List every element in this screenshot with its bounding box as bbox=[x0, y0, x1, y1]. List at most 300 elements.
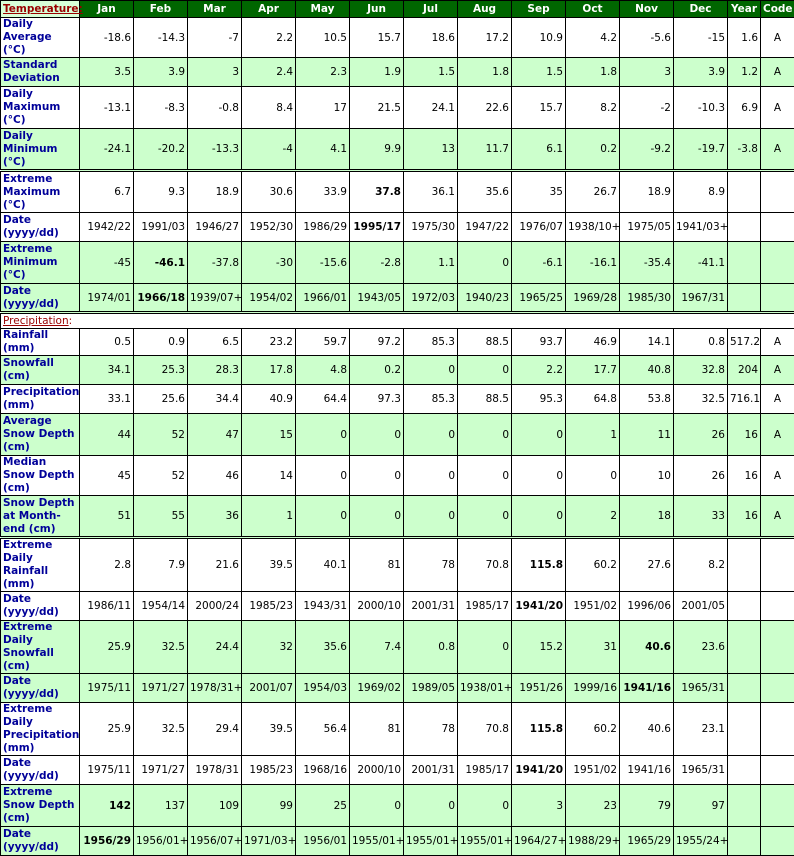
table-row bbox=[1, 756, 794, 785]
table-cell: 0 bbox=[458, 621, 512, 674]
table-cell: 26 bbox=[674, 456, 728, 496]
code-cell bbox=[761, 674, 794, 703]
table-cell: 0 bbox=[350, 496, 404, 538]
code-header: Code bbox=[761, 1, 794, 18]
table-cell: 0.8 bbox=[674, 329, 728, 356]
code-cell bbox=[761, 703, 794, 756]
table-cell: 1975/30 bbox=[404, 213, 458, 242]
table-cell: 1995/17 bbox=[350, 213, 404, 242]
year-cell: 517.2 bbox=[728, 329, 761, 356]
code-cell bbox=[761, 284, 794, 313]
row-label: Precipitation (mm) bbox=[1, 385, 80, 414]
row-label: Extreme Maximum (°C) bbox=[1, 171, 80, 213]
precipitation-heading bbox=[1, 313, 794, 329]
precipitation-section-row bbox=[1, 313, 794, 329]
table-cell: 21.6 bbox=[188, 538, 242, 592]
table-cell: -37.8 bbox=[188, 242, 242, 284]
row-label: Date (yyyy/dd) bbox=[1, 284, 80, 313]
table-cell: -41.1 bbox=[674, 242, 728, 284]
table-cell: -15 bbox=[674, 18, 728, 58]
table-cell: 35.6 bbox=[458, 171, 512, 213]
table-cell: 2001/31 bbox=[404, 592, 458, 621]
table-cell: 24.4 bbox=[188, 621, 242, 674]
table-cell: -18.6 bbox=[80, 18, 134, 58]
table-cell: 35.6 bbox=[296, 621, 350, 674]
table-cell: 1976/07 bbox=[512, 213, 566, 242]
table-cell: 1940/23 bbox=[458, 284, 512, 313]
table-cell: 2.8 bbox=[80, 538, 134, 592]
table-cell: -2 bbox=[620, 87, 674, 129]
table-cell: 1971/27 bbox=[134, 674, 188, 703]
table-cell: 32.5 bbox=[134, 703, 188, 756]
table-cell: 37.8 bbox=[350, 171, 404, 213]
temperature-section-label: Temperature: bbox=[1, 1, 80, 18]
table-cell: 21.5 bbox=[350, 87, 404, 129]
table-cell: 1943/05 bbox=[350, 284, 404, 313]
table-cell: -30 bbox=[242, 242, 296, 284]
table-cell: 10.9 bbox=[512, 18, 566, 58]
table-cell: 1972/03 bbox=[404, 284, 458, 313]
table-cell: 59.7 bbox=[296, 329, 350, 356]
table-cell: 0 bbox=[512, 496, 566, 538]
table-row bbox=[1, 242, 794, 284]
table-cell: 31 bbox=[566, 621, 620, 674]
table-cell: -8.3 bbox=[134, 87, 188, 129]
year-cell bbox=[728, 284, 761, 313]
table-cell: 1941/16 bbox=[620, 756, 674, 785]
table-cell: 23.1 bbox=[674, 703, 728, 756]
table-row bbox=[1, 827, 794, 856]
table-cell: 32.8 bbox=[674, 356, 728, 385]
table-cell: 25.9 bbox=[80, 621, 134, 674]
table-cell: 2 bbox=[566, 496, 620, 538]
table-cell: 0 bbox=[458, 496, 512, 538]
table-cell: 18 bbox=[620, 496, 674, 538]
table-cell: 47 bbox=[188, 414, 242, 456]
table-cell: 1954/14 bbox=[134, 592, 188, 621]
table-cell: 44 bbox=[80, 414, 134, 456]
code-cell: A bbox=[761, 329, 794, 356]
table-cell: 23.6 bbox=[674, 621, 728, 674]
table-row bbox=[1, 356, 794, 385]
table-cell: 32.5 bbox=[674, 385, 728, 414]
code-cell bbox=[761, 538, 794, 592]
table-cell: 1942/22 bbox=[80, 213, 134, 242]
table-cell: 1938/10+ bbox=[566, 213, 620, 242]
row-label: Date (yyyy/dd) bbox=[1, 827, 80, 856]
table-cell: 1954/02 bbox=[242, 284, 296, 313]
table-cell: 24.1 bbox=[404, 87, 458, 129]
table-cell: 142 bbox=[80, 785, 134, 827]
table-cell: 95.3 bbox=[512, 385, 566, 414]
table-cell: 1954/03 bbox=[296, 674, 350, 703]
row-label: Rainfall (mm) bbox=[1, 329, 80, 356]
table-cell: -10.3 bbox=[674, 87, 728, 129]
table-cell: 1.8 bbox=[566, 58, 620, 87]
row-label: Daily Minimum (°C) bbox=[1, 129, 80, 171]
table-cell: 1985/23 bbox=[242, 756, 296, 785]
table-row bbox=[1, 129, 794, 171]
code-cell bbox=[761, 171, 794, 213]
table-cell: 1985/30 bbox=[620, 284, 674, 313]
month-header: May bbox=[296, 1, 350, 18]
year-header: Year bbox=[728, 1, 761, 18]
table-cell: 60.2 bbox=[566, 703, 620, 756]
table-cell: 1965/31 bbox=[674, 756, 728, 785]
table-cell: 1986/29 bbox=[296, 213, 350, 242]
table-cell: 1989/05 bbox=[404, 674, 458, 703]
table-cell: -13.1 bbox=[80, 87, 134, 129]
table-cell: 4.1 bbox=[296, 129, 350, 171]
year-cell: 204 bbox=[728, 356, 761, 385]
table-cell: 17.8 bbox=[242, 356, 296, 385]
table-cell: 81 bbox=[350, 703, 404, 756]
month-header: Feb bbox=[134, 1, 188, 18]
code-cell bbox=[761, 785, 794, 827]
row-label: Extreme Daily Snowfall (cm) bbox=[1, 621, 80, 674]
table-cell: 1971/03+ bbox=[242, 827, 296, 856]
table-cell: 1.5 bbox=[512, 58, 566, 87]
table-cell: 0 bbox=[296, 456, 350, 496]
code-cell: A bbox=[761, 414, 794, 456]
table-cell: 0 bbox=[350, 785, 404, 827]
table-cell: 4.8 bbox=[296, 356, 350, 385]
table-cell: 18.6 bbox=[404, 18, 458, 58]
table-cell: 2.4 bbox=[242, 58, 296, 87]
table-cell: 85.3 bbox=[404, 385, 458, 414]
row-label: Daily Average (°C) bbox=[1, 18, 80, 58]
table-cell: 1978/31 bbox=[188, 756, 242, 785]
table-cell: 1965/25 bbox=[512, 284, 566, 313]
table-cell: 40.6 bbox=[620, 703, 674, 756]
table-cell: 2.2 bbox=[242, 18, 296, 58]
temperature-body bbox=[1, 18, 794, 313]
table-cell: -5.6 bbox=[620, 18, 674, 58]
table-cell: 1971/27 bbox=[134, 756, 188, 785]
table-cell: 33.1 bbox=[80, 385, 134, 414]
table-cell: 2001/31 bbox=[404, 756, 458, 785]
table-cell: 0 bbox=[404, 785, 458, 827]
table-cell: 15.7 bbox=[512, 87, 566, 129]
year-cell bbox=[728, 703, 761, 756]
table-cell: 0 bbox=[296, 414, 350, 456]
row-label: Snow Depth at Month-end (cm) bbox=[1, 496, 80, 538]
table-cell: 78 bbox=[404, 703, 458, 756]
table-cell: 7.4 bbox=[350, 621, 404, 674]
table-cell: 17.7 bbox=[566, 356, 620, 385]
row-label: Extreme Snow Depth (cm) bbox=[1, 785, 80, 827]
table-cell: 1946/27 bbox=[188, 213, 242, 242]
row-label: Date (yyyy/dd) bbox=[1, 592, 80, 621]
table-cell: 28.3 bbox=[188, 356, 242, 385]
table-cell: 14 bbox=[242, 456, 296, 496]
table-cell: 1939/07+ bbox=[188, 284, 242, 313]
table-cell: -45 bbox=[80, 242, 134, 284]
row-label: Snowfall (cm) bbox=[1, 356, 80, 385]
table-cell: 10 bbox=[620, 456, 674, 496]
table-cell: 0 bbox=[404, 414, 458, 456]
table-cell: 36 bbox=[188, 496, 242, 538]
table-cell: 56.4 bbox=[296, 703, 350, 756]
table-cell: 1975/05 bbox=[620, 213, 674, 242]
table-cell: 1966/01 bbox=[296, 284, 350, 313]
header-row bbox=[1, 1, 794, 18]
year-cell: 16 bbox=[728, 456, 761, 496]
table-cell: 25 bbox=[296, 785, 350, 827]
table-cell: 1.5 bbox=[404, 58, 458, 87]
table-cell: 1999/16 bbox=[566, 674, 620, 703]
month-header: Jun bbox=[350, 1, 404, 18]
table-cell: 88.5 bbox=[458, 329, 512, 356]
table-row bbox=[1, 18, 794, 58]
table-cell: 2.2 bbox=[512, 356, 566, 385]
table-cell: -9.2 bbox=[620, 129, 674, 171]
table-cell: 15.2 bbox=[512, 621, 566, 674]
month-header: Mar bbox=[188, 1, 242, 18]
row-label: Median Snow Depth (cm) bbox=[1, 456, 80, 496]
table-cell: 1965/31 bbox=[674, 674, 728, 703]
year-cell bbox=[728, 592, 761, 621]
table-cell: 34.1 bbox=[80, 356, 134, 385]
table-cell: 25.6 bbox=[134, 385, 188, 414]
table-cell: 0.8 bbox=[404, 621, 458, 674]
table-cell: 55 bbox=[134, 496, 188, 538]
year-cell: 6.9 bbox=[728, 87, 761, 129]
table-cell: 1965/29 bbox=[620, 827, 674, 856]
table-cell: 0.2 bbox=[350, 356, 404, 385]
year-cell: 716.1 bbox=[728, 385, 761, 414]
month-header: Dec bbox=[674, 1, 728, 18]
table-row bbox=[1, 414, 794, 456]
table-cell: 70.8 bbox=[458, 703, 512, 756]
code-cell: A bbox=[761, 87, 794, 129]
table-cell: 0 bbox=[458, 356, 512, 385]
row-label: Average Snow Depth (cm) bbox=[1, 414, 80, 456]
table-cell: 79 bbox=[620, 785, 674, 827]
table-row bbox=[1, 538, 794, 592]
table-cell: 6.5 bbox=[188, 329, 242, 356]
table-cell: 30.6 bbox=[242, 171, 296, 213]
table-cell: 1991/03 bbox=[134, 213, 188, 242]
table-cell: 1986/11 bbox=[80, 592, 134, 621]
table-cell: 1951/02 bbox=[566, 756, 620, 785]
table-cell: -20.2 bbox=[134, 129, 188, 171]
table-cell: 25.9 bbox=[80, 703, 134, 756]
code-cell bbox=[761, 213, 794, 242]
table-cell: 0 bbox=[458, 242, 512, 284]
row-label: Extreme Daily Precipitation (mm) bbox=[1, 703, 80, 756]
table-cell: 8.2 bbox=[674, 538, 728, 592]
table-cell: 1956/01 bbox=[296, 827, 350, 856]
table-cell: 17 bbox=[296, 87, 350, 129]
table-cell: 0 bbox=[350, 414, 404, 456]
table-cell: 1978/31+ bbox=[188, 674, 242, 703]
table-cell: 40.9 bbox=[242, 385, 296, 414]
table-cell: 4.2 bbox=[566, 18, 620, 58]
year-cell: 16 bbox=[728, 414, 761, 456]
table-cell: 1975/11 bbox=[80, 674, 134, 703]
table-cell: 1941/16 bbox=[620, 674, 674, 703]
code-cell bbox=[761, 592, 794, 621]
table-cell: 33.9 bbox=[296, 171, 350, 213]
year-cell bbox=[728, 621, 761, 674]
year-cell: 16 bbox=[728, 496, 761, 538]
code-cell bbox=[761, 827, 794, 856]
table-cell: 23.2 bbox=[242, 329, 296, 356]
table-cell: 1955/01+ bbox=[350, 827, 404, 856]
table-cell: 0 bbox=[512, 456, 566, 496]
table-cell: 8.9 bbox=[674, 171, 728, 213]
code-cell bbox=[761, 242, 794, 284]
table-cell: 0.5 bbox=[80, 329, 134, 356]
table-cell: 1969/28 bbox=[566, 284, 620, 313]
table-cell: 1974/01 bbox=[80, 284, 134, 313]
table-row bbox=[1, 329, 794, 356]
table-cell: -35.4 bbox=[620, 242, 674, 284]
code-cell: A bbox=[761, 496, 794, 538]
table-cell: 70.8 bbox=[458, 538, 512, 592]
table-cell: -0.8 bbox=[188, 87, 242, 129]
table-cell: 15.7 bbox=[350, 18, 404, 58]
table-cell: 3.9 bbox=[134, 58, 188, 87]
table-cell: 2000/24 bbox=[188, 592, 242, 621]
table-cell: 137 bbox=[134, 785, 188, 827]
table-cell: 0 bbox=[404, 356, 458, 385]
table-cell: 3 bbox=[188, 58, 242, 87]
table-cell: 11 bbox=[620, 414, 674, 456]
table-cell: 8.2 bbox=[566, 87, 620, 129]
table-cell: 85.3 bbox=[404, 329, 458, 356]
table-cell: 13 bbox=[404, 129, 458, 171]
table-cell: 3.9 bbox=[674, 58, 728, 87]
table-cell: -6.1 bbox=[512, 242, 566, 284]
table-cell: 15 bbox=[242, 414, 296, 456]
table-cell: 0 bbox=[512, 414, 566, 456]
table-row bbox=[1, 621, 794, 674]
table-cell: 0 bbox=[458, 785, 512, 827]
year-cell bbox=[728, 827, 761, 856]
table-cell: 1969/02 bbox=[350, 674, 404, 703]
table-cell: 52 bbox=[134, 456, 188, 496]
table-cell: 1996/06 bbox=[620, 592, 674, 621]
table-cell: -15.6 bbox=[296, 242, 350, 284]
table-cell: 40.8 bbox=[620, 356, 674, 385]
year-cell bbox=[728, 785, 761, 827]
table-cell: 2.3 bbox=[296, 58, 350, 87]
table-cell: 27.6 bbox=[620, 538, 674, 592]
table-cell: 46 bbox=[188, 456, 242, 496]
table-cell: 33 bbox=[674, 496, 728, 538]
table-cell: 3 bbox=[620, 58, 674, 87]
table-cell: 52 bbox=[134, 414, 188, 456]
row-label: Standard Deviation bbox=[1, 58, 80, 87]
table-cell: 1952/30 bbox=[242, 213, 296, 242]
table-cell: 40.6 bbox=[620, 621, 674, 674]
table-cell: 2001/05 bbox=[674, 592, 728, 621]
code-cell bbox=[761, 621, 794, 674]
year-cell: -3.8 bbox=[728, 129, 761, 171]
table-row bbox=[1, 674, 794, 703]
month-header: Apr bbox=[242, 1, 296, 18]
code-cell bbox=[761, 756, 794, 785]
table-cell: 10.5 bbox=[296, 18, 350, 58]
year-cell bbox=[728, 242, 761, 284]
table-cell: 53.8 bbox=[620, 385, 674, 414]
table-cell: 1956/07+ bbox=[188, 827, 242, 856]
code-cell: A bbox=[761, 18, 794, 58]
table-cell: 45 bbox=[80, 456, 134, 496]
table-cell: 0.9 bbox=[134, 329, 188, 356]
table-cell: 115.8 bbox=[512, 703, 566, 756]
table-cell: 35 bbox=[512, 171, 566, 213]
table-row bbox=[1, 385, 794, 414]
table-cell: 18.9 bbox=[620, 171, 674, 213]
row-label: Daily Maximum (°C) bbox=[1, 87, 80, 129]
table-cell: 3.5 bbox=[80, 58, 134, 87]
table-cell: 1956/01+ bbox=[134, 827, 188, 856]
table-cell: 9.9 bbox=[350, 129, 404, 171]
table-cell: 60.2 bbox=[566, 538, 620, 592]
row-label: Date (yyyy/dd) bbox=[1, 674, 80, 703]
table-row bbox=[1, 58, 794, 87]
table-cell: 1966/18 bbox=[134, 284, 188, 313]
month-header: Oct bbox=[566, 1, 620, 18]
table-cell: 1968/16 bbox=[296, 756, 350, 785]
table-cell: 97 bbox=[674, 785, 728, 827]
table-cell: 23 bbox=[566, 785, 620, 827]
table-cell: 26.7 bbox=[566, 171, 620, 213]
table-cell: -7 bbox=[188, 18, 242, 58]
year-cell bbox=[728, 756, 761, 785]
table-cell: 1956/29 bbox=[80, 827, 134, 856]
table-cell: 1964/27+ bbox=[512, 827, 566, 856]
month-header: Jul bbox=[404, 1, 458, 18]
table-cell: 1 bbox=[566, 414, 620, 456]
table-cell: -2.8 bbox=[350, 242, 404, 284]
table-cell: 1985/17 bbox=[458, 592, 512, 621]
table-cell: 29.4 bbox=[188, 703, 242, 756]
table-row bbox=[1, 284, 794, 313]
table-cell: 1975/11 bbox=[80, 756, 134, 785]
table-cell: 1951/02 bbox=[566, 592, 620, 621]
table-cell: 109 bbox=[188, 785, 242, 827]
month-header: Jan bbox=[80, 1, 134, 18]
table-cell: 26 bbox=[674, 414, 728, 456]
table-cell: 34.4 bbox=[188, 385, 242, 414]
precipitation-body bbox=[1, 329, 794, 856]
code-cell: A bbox=[761, 456, 794, 496]
table-cell: 1941/20 bbox=[512, 756, 566, 785]
table-cell: 1 bbox=[242, 496, 296, 538]
table-cell: 93.7 bbox=[512, 329, 566, 356]
table-cell: 0 bbox=[404, 496, 458, 538]
table-cell: 64.8 bbox=[566, 385, 620, 414]
table-cell: 1985/23 bbox=[242, 592, 296, 621]
table-cell: 1.1 bbox=[404, 242, 458, 284]
table-row bbox=[1, 87, 794, 129]
table-row bbox=[1, 592, 794, 621]
year-cell bbox=[728, 213, 761, 242]
table-cell: 81 bbox=[350, 538, 404, 592]
row-label: Date (yyyy/dd) bbox=[1, 213, 80, 242]
table-cell: 2000/10 bbox=[350, 592, 404, 621]
row-label: Extreme Minimum (°C) bbox=[1, 242, 80, 284]
table-cell: 9.3 bbox=[134, 171, 188, 213]
table-cell: 0 bbox=[296, 496, 350, 538]
table-cell: 1967/31 bbox=[674, 284, 728, 313]
table-cell: -13.3 bbox=[188, 129, 242, 171]
table-cell: 1955/24+ bbox=[674, 827, 728, 856]
